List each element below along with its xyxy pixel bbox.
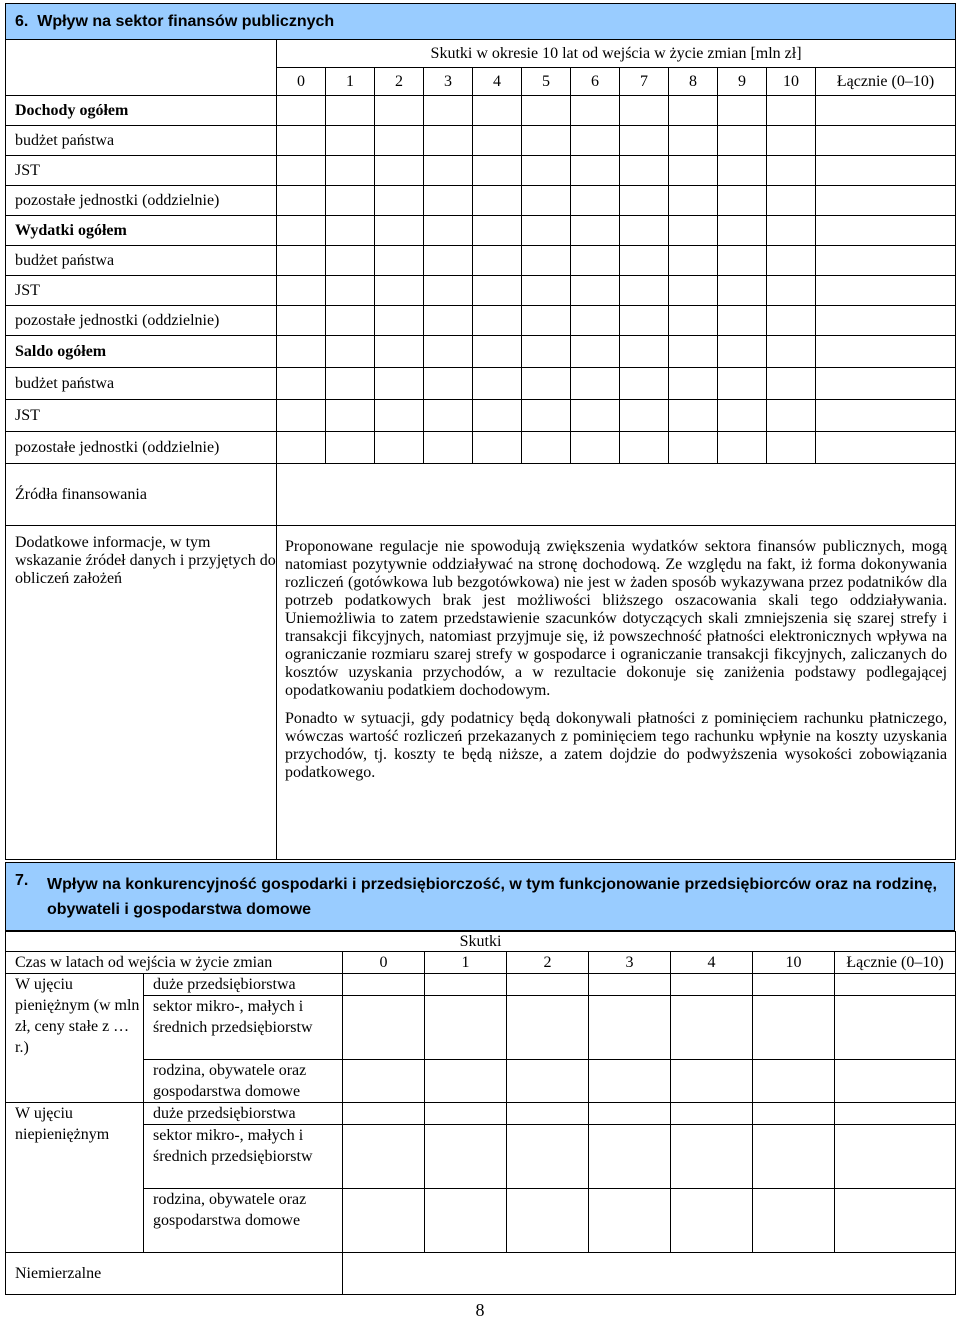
value-cell bbox=[767, 306, 816, 336]
value-cell bbox=[473, 96, 522, 126]
value-cell bbox=[522, 368, 571, 400]
value-cell bbox=[507, 1103, 589, 1125]
value-cell bbox=[522, 156, 571, 186]
value-cell bbox=[718, 126, 767, 156]
section7-number: 7. bbox=[15, 871, 29, 889]
value-cell bbox=[816, 156, 956, 186]
value-cell bbox=[620, 306, 669, 336]
value-cell bbox=[375, 246, 424, 276]
value-cell bbox=[326, 306, 375, 336]
table-row bbox=[6, 336, 956, 368]
value-cell bbox=[571, 186, 620, 216]
section6-heading: 6. Wpływ na sektor finansów publicznych bbox=[6, 4, 956, 40]
additional-info-text bbox=[277, 526, 956, 860]
value-cell bbox=[343, 1060, 425, 1103]
table-row bbox=[6, 156, 956, 186]
value-cell bbox=[375, 368, 424, 400]
value-cell bbox=[507, 996, 589, 1060]
group-label: W ujęciu pieniężnym (w mln zł, ceny stałe z … r.) bbox=[6, 974, 144, 1103]
row-label: pozostałe jednostki (oddzielnie) bbox=[6, 432, 277, 464]
value-cell bbox=[718, 216, 767, 246]
row-label: budżet państwa bbox=[6, 246, 277, 276]
year-header: 3 bbox=[589, 952, 671, 974]
value-cell bbox=[326, 400, 375, 432]
value-cell bbox=[835, 996, 956, 1060]
row-label: JST bbox=[6, 156, 277, 186]
value-cell bbox=[835, 974, 956, 996]
value-cell bbox=[375, 156, 424, 186]
year-header: 0 bbox=[277, 68, 326, 96]
value-cell bbox=[507, 1189, 589, 1253]
value-cell bbox=[343, 1189, 425, 1253]
section7-header-table bbox=[5, 862, 955, 931]
value-cell bbox=[718, 306, 767, 336]
table-row bbox=[6, 246, 956, 276]
value-cell bbox=[507, 1060, 589, 1103]
value-cell bbox=[473, 216, 522, 246]
value-cell bbox=[424, 276, 473, 306]
category-label: sektor mikro-, małych i średnich przedsiębiorstw bbox=[144, 996, 343, 1060]
value-cell bbox=[718, 336, 767, 368]
value-cell bbox=[671, 1060, 753, 1103]
value-cell bbox=[620, 432, 669, 464]
value-cell bbox=[277, 126, 326, 156]
value-cell bbox=[669, 156, 718, 186]
value-cell bbox=[589, 1189, 671, 1253]
value-cell bbox=[816, 400, 956, 432]
value-cell bbox=[424, 400, 473, 432]
table-row bbox=[6, 432, 956, 464]
value-cell bbox=[277, 216, 326, 246]
value-cell bbox=[343, 1125, 425, 1189]
value-cell bbox=[424, 336, 473, 368]
value-cell bbox=[669, 400, 718, 432]
value-cell bbox=[669, 246, 718, 276]
effects-header: Skutki w okresie 10 lat od wejścia w życie zmian [mln zł] bbox=[277, 40, 956, 68]
year-header: 1 bbox=[326, 68, 375, 96]
value-cell bbox=[473, 306, 522, 336]
value-cell bbox=[669, 336, 718, 368]
value-cell bbox=[375, 336, 424, 368]
value-cell bbox=[326, 126, 375, 156]
value-cell bbox=[571, 96, 620, 126]
value-cell bbox=[753, 1103, 835, 1125]
year-total-header: Łącznie (0–10) bbox=[835, 952, 956, 974]
value-cell bbox=[589, 1103, 671, 1125]
value-cell bbox=[669, 306, 718, 336]
value-cell bbox=[375, 96, 424, 126]
value-cell bbox=[424, 126, 473, 156]
value-cell bbox=[767, 186, 816, 216]
value-cell bbox=[816, 216, 956, 246]
value-cell bbox=[816, 306, 956, 336]
value-cell bbox=[425, 1125, 507, 1189]
value-cell bbox=[671, 1189, 753, 1253]
value-cell bbox=[620, 246, 669, 276]
table-row bbox=[6, 400, 956, 432]
section7-heading-cell bbox=[6, 863, 955, 931]
sources-label: Źródła finansowania bbox=[6, 464, 277, 526]
table-row bbox=[6, 1125, 956, 1189]
year-header: 10 bbox=[753, 952, 835, 974]
value-cell bbox=[620, 336, 669, 368]
value-cell bbox=[277, 306, 326, 336]
category-label: sektor mikro-, małych i średnich przedsiębiorstw bbox=[144, 1125, 343, 1189]
table-row bbox=[6, 96, 956, 126]
time-label: Czas w latach od wejścia w życie zmian bbox=[6, 952, 343, 974]
value-cell bbox=[767, 246, 816, 276]
value-cell bbox=[425, 996, 507, 1060]
value-cell bbox=[835, 1125, 956, 1189]
value-cell bbox=[816, 336, 956, 368]
value-cell bbox=[753, 1060, 835, 1103]
value-cell bbox=[718, 186, 767, 216]
year-header: 3 bbox=[424, 68, 473, 96]
table-row bbox=[6, 1103, 956, 1125]
value-cell bbox=[424, 96, 473, 126]
row-label: JST bbox=[6, 276, 277, 306]
category-label: duże przedsiębiorstwa bbox=[144, 974, 343, 996]
value-cell bbox=[277, 400, 326, 432]
value-cell bbox=[589, 1125, 671, 1189]
year-total-header: Łącznie (0–10) bbox=[816, 68, 956, 96]
value-cell bbox=[816, 186, 956, 216]
value-cell bbox=[473, 432, 522, 464]
value-cell bbox=[816, 432, 956, 464]
row-label: JST bbox=[6, 400, 277, 432]
value-cell bbox=[669, 276, 718, 306]
value-cell bbox=[767, 336, 816, 368]
value-cell bbox=[718, 156, 767, 186]
value-cell bbox=[277, 276, 326, 306]
value-cell bbox=[753, 1189, 835, 1253]
year-header: 4 bbox=[473, 68, 522, 96]
sources-value bbox=[277, 464, 956, 526]
value-cell bbox=[571, 276, 620, 306]
value-cell bbox=[620, 216, 669, 246]
value-cell bbox=[473, 246, 522, 276]
value-cell bbox=[473, 336, 522, 368]
paragraph-1: Proponowane regulacje nie spowodują zwiększenia wydatków sektora finansów publicznych, mogą natomiast pozytywnie oddziaływać na stronę dochodową. Ze względu na fakt, iż forma dokonywania rozliczeń (gotówkowa lub bezgotówkowa) nie jest w żaden sposób wykazywana przez podatników dla potrzeb podatkowych brak jest możliwości bliższego oszacowania skali tego oddziaływania. Uniemożliwia to zatem przedstawienie szacunków dotyczących skali zmniejszenia się szarej strefy i transakcji fikcyjnych, natomiast przyjmuje się, iż powszechność płatności elektronicznych wpływa na ograniczanie rozmiaru szarej strefy w gospodarce i ograniczanie transakcji fikcyjnych, zaliczanych do kosztów uzyskania przychodów, a w rezultacie dokonuje się zaniżenia podstawy podlegającej opodatkowaniu podatkiem dochodowym. bbox=[285, 538, 948, 699]
value-cell bbox=[326, 432, 375, 464]
value-cell bbox=[473, 186, 522, 216]
value-cell bbox=[589, 996, 671, 1060]
value-cell bbox=[620, 276, 669, 306]
value-cell bbox=[571, 306, 620, 336]
value-cell bbox=[767, 400, 816, 432]
row-label: Wydatki ogółem bbox=[6, 216, 277, 246]
value-cell bbox=[571, 368, 620, 400]
additional-info-label: Dodatkowe informacje, w tym wskazanie źródeł danych i przyjętych do obliczeń założeń bbox=[6, 526, 277, 860]
table-row bbox=[6, 306, 956, 336]
value-cell bbox=[425, 974, 507, 996]
value-cell bbox=[343, 996, 425, 1060]
value-cell bbox=[767, 126, 816, 156]
value-cell bbox=[326, 336, 375, 368]
row-label: Dochody ogółem bbox=[6, 96, 277, 126]
table-row bbox=[6, 996, 956, 1060]
value-cell bbox=[522, 400, 571, 432]
category-label: rodzina, obywatele oraz gospodarstwa domowe bbox=[144, 1189, 343, 1253]
value-cell bbox=[522, 216, 571, 246]
section6-table bbox=[5, 3, 956, 860]
table-row bbox=[6, 216, 956, 246]
effects-header-7: Skutki bbox=[6, 932, 956, 952]
value-cell bbox=[669, 368, 718, 400]
row-label: pozostałe jednostki (oddzielnie) bbox=[6, 306, 277, 336]
value-cell bbox=[522, 306, 571, 336]
value-cell bbox=[507, 1125, 589, 1189]
value-cell bbox=[816, 96, 956, 126]
value-cell bbox=[326, 216, 375, 246]
value-cell bbox=[835, 1189, 956, 1253]
value-cell bbox=[326, 368, 375, 400]
value-cell bbox=[424, 368, 473, 400]
value-cell bbox=[424, 156, 473, 186]
value-cell bbox=[620, 96, 669, 126]
value-cell bbox=[277, 186, 326, 216]
unmeasurable-label: Niemierzalne bbox=[6, 1253, 343, 1295]
table-row bbox=[6, 1189, 956, 1253]
table-row bbox=[6, 186, 956, 216]
value-cell bbox=[375, 276, 424, 306]
value-cell bbox=[753, 1125, 835, 1189]
value-cell bbox=[522, 432, 571, 464]
value-cell bbox=[767, 368, 816, 400]
group-label: W ujęciu niepieniężnym bbox=[6, 1103, 144, 1253]
category-label: rodzina, obywatele oraz gospodarstwa domowe bbox=[144, 1060, 343, 1103]
year-header: 7 bbox=[620, 68, 669, 96]
value-cell bbox=[620, 186, 669, 216]
value-cell bbox=[718, 368, 767, 400]
section7-heading: Wpływ na konkurencyjność gospodarki i przedsiębiorczość, w tym funkcjonowanie przedsiębiorców oraz na rodzinę, obywateli i gospodarstwa domowe bbox=[47, 875, 937, 918]
value-cell bbox=[753, 996, 835, 1060]
value-cell bbox=[767, 432, 816, 464]
table-row bbox=[6, 368, 956, 400]
value-cell bbox=[522, 96, 571, 126]
value-cell bbox=[375, 186, 424, 216]
value-cell bbox=[424, 432, 473, 464]
value-cell bbox=[767, 96, 816, 126]
value-cell bbox=[571, 126, 620, 156]
value-cell bbox=[343, 974, 425, 996]
value-cell bbox=[816, 126, 956, 156]
value-cell bbox=[424, 216, 473, 246]
value-cell bbox=[671, 1103, 753, 1125]
value-cell bbox=[835, 1060, 956, 1103]
paragraph-2: Ponadto w sytuacji, gdy podatnicy będą dokonywali płatności z pominięciem rachunku płatniczego, wówczas wartość rozliczeń przekazanych z pominięciem tego rachunku wpłynie na koszty uzyskania przychodów, tj. koszty te będą niższe, a zatem dojdzie do podwyższenia wysokości zobowiązania podatkowego. bbox=[285, 710, 948, 781]
value-cell bbox=[671, 996, 753, 1060]
value-cell bbox=[424, 246, 473, 276]
value-cell bbox=[571, 336, 620, 368]
row-label: pozostałe jednostki (oddzielnie) bbox=[6, 186, 277, 216]
value-cell bbox=[669, 126, 718, 156]
value-cell bbox=[277, 336, 326, 368]
value-cell bbox=[522, 246, 571, 276]
value-cell bbox=[326, 96, 375, 126]
row-label: budżet państwa bbox=[6, 368, 277, 400]
value-cell bbox=[835, 1103, 956, 1125]
value-cell bbox=[375, 126, 424, 156]
value-cell bbox=[571, 400, 620, 432]
value-cell bbox=[326, 186, 375, 216]
row-label: budżet państwa bbox=[6, 126, 277, 156]
value-cell bbox=[718, 432, 767, 464]
value-cell bbox=[522, 126, 571, 156]
table-row bbox=[6, 276, 956, 306]
empty-corner-cell bbox=[6, 40, 277, 96]
value-cell bbox=[375, 216, 424, 246]
value-cell bbox=[425, 1103, 507, 1125]
value-cell bbox=[816, 276, 956, 306]
value-cell bbox=[718, 246, 767, 276]
value-cell bbox=[473, 156, 522, 186]
value-cell bbox=[571, 246, 620, 276]
value-cell bbox=[424, 306, 473, 336]
year-header: 5 bbox=[522, 68, 571, 96]
value-cell bbox=[473, 276, 522, 306]
year-header: 0 bbox=[343, 952, 425, 974]
year-header: 6 bbox=[571, 68, 620, 96]
table-row bbox=[6, 126, 956, 156]
value-cell bbox=[671, 974, 753, 996]
value-cell bbox=[326, 276, 375, 306]
value-cell bbox=[669, 432, 718, 464]
year-header: 2 bbox=[375, 68, 424, 96]
value-cell bbox=[571, 432, 620, 464]
value-cell bbox=[473, 126, 522, 156]
value-cell bbox=[277, 368, 326, 400]
year-header: 8 bbox=[669, 68, 718, 96]
value-cell bbox=[589, 974, 671, 996]
category-label: duże przedsiębiorstwa bbox=[144, 1103, 343, 1125]
value-cell bbox=[718, 400, 767, 432]
value-cell bbox=[277, 96, 326, 126]
value-cell bbox=[425, 1060, 507, 1103]
value-cell bbox=[816, 246, 956, 276]
value-cell bbox=[671, 1125, 753, 1189]
value-cell bbox=[620, 126, 669, 156]
value-cell bbox=[571, 156, 620, 186]
value-cell bbox=[753, 974, 835, 996]
value-cell bbox=[816, 368, 956, 400]
year-header: 4 bbox=[671, 952, 753, 974]
value-cell bbox=[571, 216, 620, 246]
table-row bbox=[6, 1060, 956, 1103]
value-cell bbox=[589, 1060, 671, 1103]
value-cell bbox=[326, 156, 375, 186]
value-cell bbox=[425, 1189, 507, 1253]
value-cell bbox=[507, 974, 589, 996]
value-cell bbox=[718, 96, 767, 126]
value-cell bbox=[767, 216, 816, 246]
value-cell bbox=[424, 186, 473, 216]
value-cell bbox=[343, 1103, 425, 1125]
value-cell bbox=[522, 276, 571, 306]
value-cell bbox=[620, 400, 669, 432]
value-cell bbox=[375, 306, 424, 336]
page-number: 8 bbox=[475, 1300, 485, 1320]
value-cell bbox=[620, 156, 669, 186]
value-cell bbox=[767, 156, 816, 186]
value-cell bbox=[473, 368, 522, 400]
table-row bbox=[6, 974, 956, 996]
value-cell bbox=[718, 276, 767, 306]
value-cell bbox=[620, 368, 669, 400]
value-cell bbox=[375, 400, 424, 432]
value-cell bbox=[669, 216, 718, 246]
section7-table bbox=[5, 931, 956, 1295]
unmeasurable-value bbox=[343, 1253, 956, 1295]
value-cell bbox=[277, 156, 326, 186]
value-cell bbox=[473, 400, 522, 432]
year-header: 1 bbox=[425, 952, 507, 974]
value-cell bbox=[326, 246, 375, 276]
year-header: 2 bbox=[507, 952, 589, 974]
year-header: 9 bbox=[718, 68, 767, 96]
value-cell bbox=[767, 276, 816, 306]
year-header: 10 bbox=[767, 68, 816, 96]
row-label: Saldo ogółem bbox=[6, 336, 277, 368]
value-cell bbox=[277, 246, 326, 276]
value-cell bbox=[522, 186, 571, 216]
value-cell bbox=[669, 186, 718, 216]
value-cell bbox=[522, 336, 571, 368]
value-cell bbox=[375, 432, 424, 464]
value-cell bbox=[277, 432, 326, 464]
value-cell bbox=[669, 96, 718, 126]
